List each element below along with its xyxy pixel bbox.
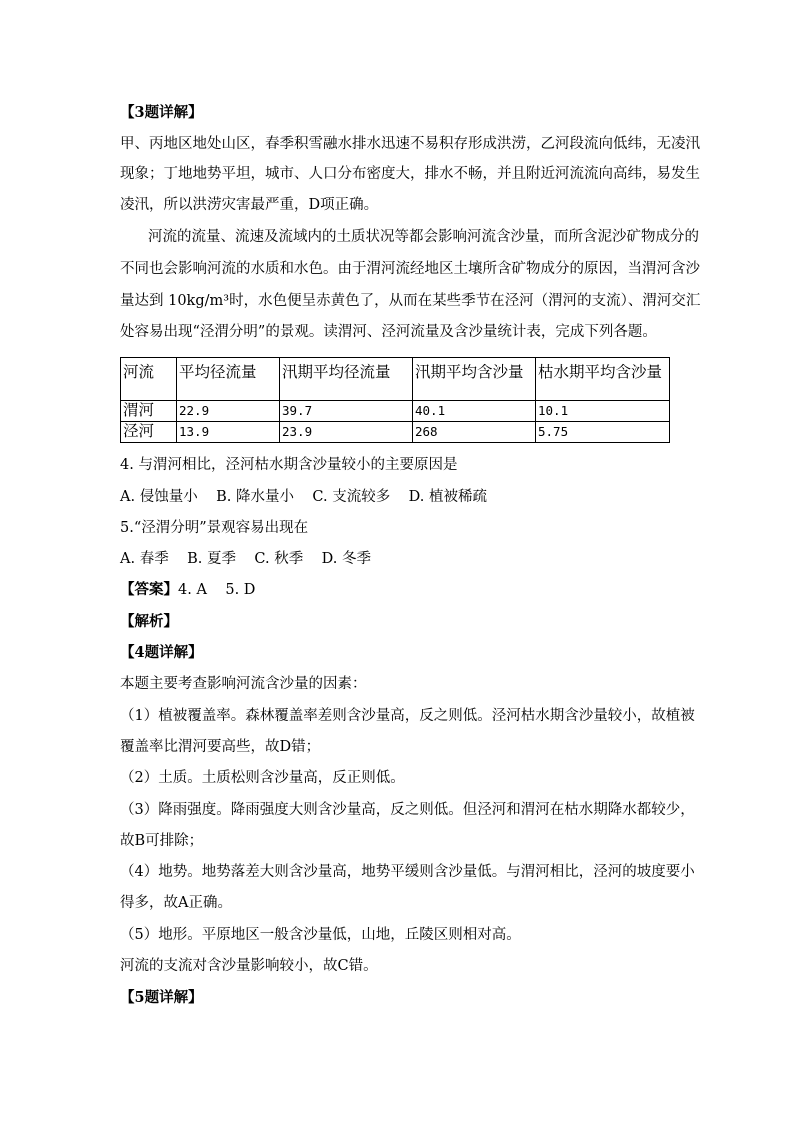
table-cell: 渭河 [121,401,177,422]
table-cell: 39.7 [280,401,413,422]
analysis-item-line: 故B可排除； [120,833,204,849]
analysis-item-line: 覆盖率比渭河要高些，故D错； [120,739,321,755]
analysis-item-line: （1）植被覆盖率。森林覆盖率差则含沙量高，反之则低。泾河枯水期含沙量较小，故植被 [120,708,695,724]
table-cell: 23.9 [280,422,413,443]
intro-paragraph-line: 不同也会影响河流的水质和水色。由于渭河流经地区土壤所含矿物成分的原因，当渭河含沙 [120,261,700,277]
table-row [121,422,670,443]
analysis-item-line: （5）地形。平原地区一般含沙量低，山地，丘陵区则相对高。 [120,927,521,943]
table-header-cell: 汛期平均径流量 [280,358,413,401]
section-4-heading: 【4题详解】 [120,644,203,661]
table-row [121,401,670,422]
question-4-options: A. 侵蚀量小 B. 降水量小 C. 支流较多 D. 植被稀疏 [120,489,487,505]
answer-text: 4. A 5. D [178,582,256,598]
table-header-cell: 汛期平均含沙量 [413,358,536,401]
analysis-heading: 【解析】 [120,613,178,630]
answer-line [120,580,255,600]
analysis-item-line: （3）降雨强度。降雨强度大则含沙量高，反之则低。但泾河和渭河在枯水期降水都较少， [120,802,695,818]
river-statistics-table [120,357,670,443]
answer-label: 【答案】 [120,581,178,598]
intro-paragraph-line: 处容易出现“泾渭分明”的景观。读渭河、泾河流量及含沙量统计表，完成下列各题。 [120,324,657,340]
table-cell: 泾河 [121,422,177,443]
intro-paragraph-line: 河流的流量、流速及流域内的土质状况等都会影响河流含沙量，而所含泥沙矿物成分的 [148,229,699,245]
table-cell: 268 [413,422,536,443]
section-3-text-line: 凌汛，所以洪涝灾害最严重，D项正确。 [120,197,379,213]
analysis-conclusion: 河流的支流对含沙量影响较小，故C错。 [120,958,378,974]
analysis-intro: 本题主要考查影响河流含沙量的因素： [120,676,367,692]
question-4-stem: 4. 与渭河相比，泾河枯水期含沙量较小的主要原因是 [120,457,458,473]
analysis-item-line: （2）土质。土质松则含沙量高，反正则低。 [120,770,405,786]
table-cell: 13.9 [177,422,280,443]
table-header-cell: 平均径流量 [177,358,280,401]
analysis-item-line: （4）地势。地势落差大则含沙量高，地势平缓则含沙量低。与渭河相比，泾河的坡度要小 [120,864,695,880]
section-3-heading: 【3题详解】 [120,104,203,121]
table-cell: 40.1 [413,401,536,422]
table-cell: 5.75 [536,422,670,443]
analysis-item-line: 得多，故A正确。 [120,895,232,911]
table-header-cell: 枯水期平均含沙量 [536,358,670,401]
question-5-stem: 5.“泾渭分明”景观容易出现在 [120,520,309,536]
table-cell: 10.1 [536,401,670,422]
section-3-text-line: 现象；丁地地势平坦，城市、人口分布密度大，排水不畅，并且附近河流流向高纬，易发生 [120,166,700,182]
table-cell: 22.9 [177,401,280,422]
question-5-options: A. 春季 B. 夏季 C. 秋季 D. 冬季 [120,551,371,567]
section-3-text-line: 甲、丙地区地处山区，春季积雪融水排水迅速不易积存形成洪涝，乙河段流向低纬，无凌汛 [120,136,700,152]
table-header-cell: 河流 [121,358,177,401]
table-header-row [121,358,670,401]
intro-paragraph-line: 量达到 10kg/m³时，水色便呈赤黄色了，从而在某些季节在泾河（渭河的支流）、渭河交汇 [120,293,701,309]
section-5-heading: 【5题详解】 [120,989,203,1006]
